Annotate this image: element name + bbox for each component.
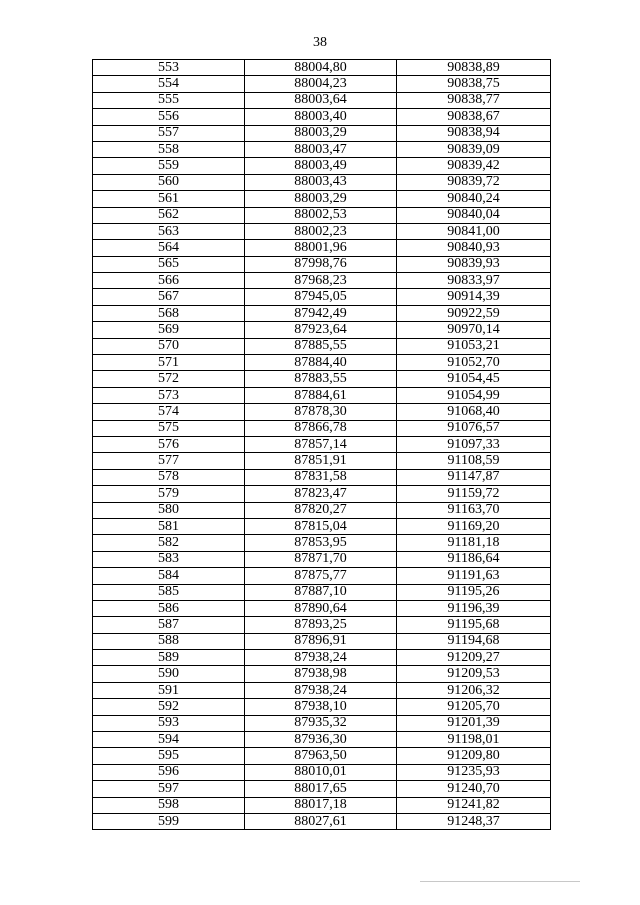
table-row — [93, 650, 551, 666]
x-coordinate-cell: 87885,55 — [245, 338, 397, 354]
point-number-cell: 594 — [93, 732, 245, 748]
y-coordinate-cell: 91163,70 — [397, 502, 551, 518]
y-coordinate-cell: 90838,94 — [397, 125, 551, 141]
point-number-cell: 576 — [93, 436, 245, 452]
point-number-cell: 590 — [93, 666, 245, 682]
table-row — [93, 453, 551, 469]
point-number-cell: 598 — [93, 797, 245, 813]
table-row — [93, 797, 551, 813]
y-coordinate-cell: 91241,82 — [397, 797, 551, 813]
point-number-cell: 577 — [93, 453, 245, 469]
point-number-cell: 559 — [93, 158, 245, 174]
x-coordinate-cell: 87998,76 — [245, 256, 397, 272]
point-number-cell: 578 — [93, 469, 245, 485]
point-number-cell: 569 — [93, 322, 245, 338]
y-coordinate-cell: 90838,89 — [397, 60, 551, 76]
table-row — [93, 715, 551, 731]
table-row — [93, 305, 551, 321]
x-coordinate-cell: 87938,24 — [245, 682, 397, 698]
table-row — [93, 404, 551, 420]
y-coordinate-cell: 90838,67 — [397, 109, 551, 125]
point-number-cell: 568 — [93, 305, 245, 321]
point-number-cell: 573 — [93, 387, 245, 403]
y-coordinate-cell: 90839,93 — [397, 256, 551, 272]
point-number-cell: 565 — [93, 256, 245, 272]
y-coordinate-cell: 90841,00 — [397, 223, 551, 239]
point-number-cell: 570 — [93, 338, 245, 354]
table-row — [93, 371, 551, 387]
x-coordinate-cell: 88001,96 — [245, 240, 397, 256]
y-coordinate-cell: 91053,21 — [397, 338, 551, 354]
y-coordinate-cell: 91195,26 — [397, 584, 551, 600]
table-row — [93, 518, 551, 534]
point-number-cell: 561 — [93, 191, 245, 207]
y-coordinate-cell: 90840,24 — [397, 191, 551, 207]
point-number-cell: 581 — [93, 518, 245, 534]
point-number-cell: 572 — [93, 371, 245, 387]
table-row — [93, 256, 551, 272]
y-coordinate-cell: 91169,20 — [397, 518, 551, 534]
table-row — [93, 338, 551, 354]
x-coordinate-cell: 88004,23 — [245, 76, 397, 92]
y-coordinate-cell: 90970,14 — [397, 322, 551, 338]
point-number-cell: 555 — [93, 92, 245, 108]
table-row — [93, 109, 551, 125]
coordinates-table — [92, 59, 551, 830]
point-number-cell: 571 — [93, 355, 245, 371]
y-coordinate-cell: 91159,72 — [397, 486, 551, 502]
point-number-cell: 554 — [93, 76, 245, 92]
table-row — [93, 666, 551, 682]
table-row — [93, 764, 551, 780]
table-row — [93, 551, 551, 567]
y-coordinate-cell: 90839,09 — [397, 141, 551, 157]
x-coordinate-cell: 87923,64 — [245, 322, 397, 338]
y-coordinate-cell: 91235,93 — [397, 764, 551, 780]
y-coordinate-cell: 90839,42 — [397, 158, 551, 174]
table-row — [93, 781, 551, 797]
point-number-cell: 556 — [93, 109, 245, 125]
x-coordinate-cell: 88003,49 — [245, 158, 397, 174]
y-coordinate-cell: 90840,93 — [397, 240, 551, 256]
y-coordinate-cell: 91198,01 — [397, 732, 551, 748]
table-row — [93, 76, 551, 92]
point-number-cell: 564 — [93, 240, 245, 256]
table-row — [93, 289, 551, 305]
x-coordinate-cell: 88010,01 — [245, 764, 397, 780]
y-coordinate-cell: 91240,70 — [397, 781, 551, 797]
x-coordinate-cell: 87942,49 — [245, 305, 397, 321]
point-number-cell: 575 — [93, 420, 245, 436]
x-coordinate-cell: 87884,40 — [245, 355, 397, 371]
x-coordinate-cell: 87945,05 — [245, 289, 397, 305]
table-row — [93, 141, 551, 157]
point-number-cell: 562 — [93, 207, 245, 223]
y-coordinate-cell: 90839,72 — [397, 174, 551, 190]
table-row — [93, 158, 551, 174]
x-coordinate-cell: 87890,64 — [245, 600, 397, 616]
scan-artifact-line — [420, 881, 580, 882]
y-coordinate-cell: 91209,80 — [397, 748, 551, 764]
point-number-cell: 563 — [93, 223, 245, 239]
point-number-cell: 589 — [93, 650, 245, 666]
table-row — [93, 273, 551, 289]
x-coordinate-cell: 87938,24 — [245, 650, 397, 666]
table-row — [93, 486, 551, 502]
x-coordinate-cell: 87935,32 — [245, 715, 397, 731]
table-row — [93, 600, 551, 616]
y-coordinate-cell: 91209,53 — [397, 666, 551, 682]
table-row — [93, 420, 551, 436]
y-coordinate-cell: 91195,68 — [397, 617, 551, 633]
table-row — [93, 223, 551, 239]
point-number-cell: 588 — [93, 633, 245, 649]
point-number-cell: 596 — [93, 764, 245, 780]
point-number-cell: 599 — [93, 813, 245, 829]
table-row — [93, 60, 551, 76]
table-row — [93, 92, 551, 108]
x-coordinate-cell: 87963,50 — [245, 748, 397, 764]
table-row — [93, 240, 551, 256]
x-coordinate-cell: 87938,98 — [245, 666, 397, 682]
x-coordinate-cell: 88003,43 — [245, 174, 397, 190]
table-row — [93, 502, 551, 518]
y-coordinate-cell: 91205,70 — [397, 699, 551, 715]
y-coordinate-cell: 91054,45 — [397, 371, 551, 387]
y-coordinate-cell: 91194,68 — [397, 633, 551, 649]
point-number-cell: 582 — [93, 535, 245, 551]
coordinates-table-body — [93, 60, 551, 830]
x-coordinate-cell: 87831,58 — [245, 469, 397, 485]
point-number-cell: 574 — [93, 404, 245, 420]
y-coordinate-cell: 91068,40 — [397, 404, 551, 420]
y-coordinate-cell: 91196,39 — [397, 600, 551, 616]
x-coordinate-cell: 87820,27 — [245, 502, 397, 518]
point-number-cell: 567 — [93, 289, 245, 305]
x-coordinate-cell: 88002,23 — [245, 223, 397, 239]
table-row — [93, 322, 551, 338]
y-coordinate-cell: 91147,87 — [397, 469, 551, 485]
table-row — [93, 633, 551, 649]
table-row — [93, 813, 551, 829]
point-number-cell: 591 — [93, 682, 245, 698]
x-coordinate-cell: 87883,55 — [245, 371, 397, 387]
point-number-cell: 558 — [93, 141, 245, 157]
y-coordinate-cell: 91108,59 — [397, 453, 551, 469]
x-coordinate-cell: 88003,29 — [245, 125, 397, 141]
y-coordinate-cell: 91191,63 — [397, 568, 551, 584]
point-number-cell: 584 — [93, 568, 245, 584]
point-number-cell: 566 — [93, 273, 245, 289]
x-coordinate-cell: 88002,53 — [245, 207, 397, 223]
x-coordinate-cell: 88017,65 — [245, 781, 397, 797]
x-coordinate-cell: 87878,30 — [245, 404, 397, 420]
point-number-cell: 560 — [93, 174, 245, 190]
y-coordinate-cell: 90838,75 — [397, 76, 551, 92]
x-coordinate-cell: 87857,14 — [245, 436, 397, 452]
x-coordinate-cell: 88027,61 — [245, 813, 397, 829]
table-row — [93, 125, 551, 141]
table-row — [93, 617, 551, 633]
table-row — [93, 732, 551, 748]
y-coordinate-cell: 91181,18 — [397, 535, 551, 551]
point-number-cell: 586 — [93, 600, 245, 616]
point-number-cell: 595 — [93, 748, 245, 764]
y-coordinate-cell: 90833,97 — [397, 273, 551, 289]
point-number-cell: 553 — [93, 60, 245, 76]
x-coordinate-cell: 87938,10 — [245, 699, 397, 715]
y-coordinate-cell: 91248,37 — [397, 813, 551, 829]
table-row — [93, 568, 551, 584]
table-row — [93, 207, 551, 223]
x-coordinate-cell: 87936,30 — [245, 732, 397, 748]
y-coordinate-cell: 90914,39 — [397, 289, 551, 305]
table-row — [93, 682, 551, 698]
y-coordinate-cell: 91054,99 — [397, 387, 551, 403]
point-number-cell: 592 — [93, 699, 245, 715]
x-coordinate-cell: 87893,25 — [245, 617, 397, 633]
page-number: 38 — [313, 35, 327, 50]
x-coordinate-cell: 87875,77 — [245, 568, 397, 584]
table-row — [93, 355, 551, 371]
point-number-cell: 580 — [93, 502, 245, 518]
point-number-cell: 579 — [93, 486, 245, 502]
point-number-cell: 587 — [93, 617, 245, 633]
x-coordinate-cell: 87871,70 — [245, 551, 397, 567]
y-coordinate-cell: 90840,04 — [397, 207, 551, 223]
table-row — [93, 584, 551, 600]
point-number-cell: 597 — [93, 781, 245, 797]
table-row — [93, 469, 551, 485]
x-coordinate-cell: 87887,10 — [245, 584, 397, 600]
x-coordinate-cell: 88003,64 — [245, 92, 397, 108]
y-coordinate-cell: 90838,77 — [397, 92, 551, 108]
table-row — [93, 387, 551, 403]
x-coordinate-cell: 87851,91 — [245, 453, 397, 469]
table-row — [93, 436, 551, 452]
x-coordinate-cell: 87866,78 — [245, 420, 397, 436]
table-row — [93, 699, 551, 715]
y-coordinate-cell: 91076,57 — [397, 420, 551, 436]
y-coordinate-cell: 91201,39 — [397, 715, 551, 731]
x-coordinate-cell: 87884,61 — [245, 387, 397, 403]
x-coordinate-cell: 87968,23 — [245, 273, 397, 289]
point-number-cell: 585 — [93, 584, 245, 600]
y-coordinate-cell: 91209,27 — [397, 650, 551, 666]
x-coordinate-cell: 87853,95 — [245, 535, 397, 551]
x-coordinate-cell: 88003,40 — [245, 109, 397, 125]
x-coordinate-cell: 87823,47 — [245, 486, 397, 502]
x-coordinate-cell: 87896,91 — [245, 633, 397, 649]
y-coordinate-cell: 91052,70 — [397, 355, 551, 371]
x-coordinate-cell: 88003,47 — [245, 141, 397, 157]
table-row — [93, 174, 551, 190]
y-coordinate-cell: 91206,32 — [397, 682, 551, 698]
y-coordinate-cell: 91097,33 — [397, 436, 551, 452]
y-coordinate-cell: 90922,59 — [397, 305, 551, 321]
table-row — [93, 191, 551, 207]
point-number-cell: 593 — [93, 715, 245, 731]
x-coordinate-cell: 88003,29 — [245, 191, 397, 207]
point-number-cell: 583 — [93, 551, 245, 567]
y-coordinate-cell: 91186,64 — [397, 551, 551, 567]
table-row — [93, 535, 551, 551]
table-row — [93, 748, 551, 764]
x-coordinate-cell: 87815,04 — [245, 518, 397, 534]
x-coordinate-cell: 88004,80 — [245, 60, 397, 76]
x-coordinate-cell: 88017,18 — [245, 797, 397, 813]
point-number-cell: 557 — [93, 125, 245, 141]
